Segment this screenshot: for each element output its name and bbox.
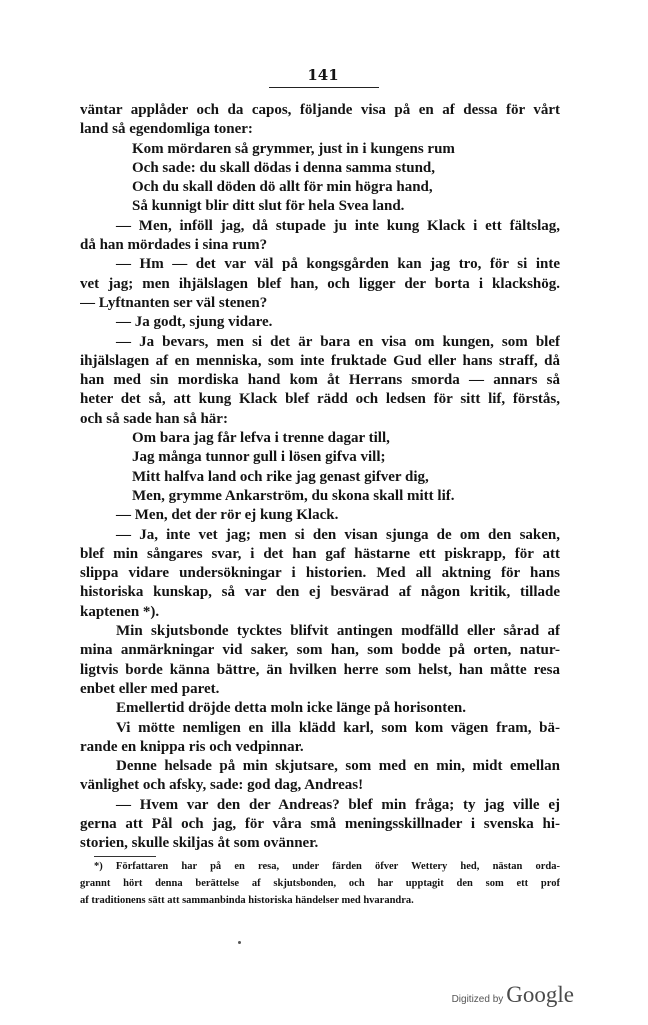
text-line: ligtvis borde känna bättre, än hvilken herre som helst, han måtte resa	[80, 661, 560, 678]
text-line: och så sade han så här:	[80, 410, 228, 427]
text-line: då han mördades i sina rum?	[80, 237, 268, 254]
text-line: han med sin mordiska hand kom åt Herrans smorda — annars så	[80, 372, 560, 389]
body-text	[80, 101, 560, 854]
verse-line: Jag många tunnor gull i lösen gifva vill;	[132, 449, 386, 466]
text-line: land så egendomliga toner:	[80, 121, 253, 138]
text-line: storien, skulle skiljas åt som ovänner.	[80, 835, 319, 852]
verse-line: Men, grymme Ankarström, du skona skall mitt lif.	[132, 487, 455, 504]
text-line: — Ja, inte vet jag; men si den visan sjunga de om den saken,	[116, 526, 560, 543]
header-rule	[269, 87, 379, 88]
text-line: ihjälslagen af en menniska, som inte fruktade Gud eller hans straff, då	[80, 352, 560, 369]
text-line: Denne helsade på min skjutsare, som med en min, midt emellan	[116, 758, 560, 775]
verse-line: Kom mördaren så grymmer, just in i kungens rum	[132, 140, 455, 157]
text-line: heter det så, att kung Klack blef rädd och ledsen för sitt lif, förstås,	[80, 391, 560, 408]
footnote-line: grannt hört denna berättelse af skjutsbonden, och har upptagit den som ett prof	[80, 878, 560, 889]
verse-line: Om bara jag får lefva i trenne dagar till,	[132, 430, 390, 447]
verse-line: Så kunnigt blir ditt slut för hela Svea land.	[132, 198, 405, 215]
verse-line: Och du skall döden dö allt för min högra hand,	[132, 179, 433, 196]
text-line: historiska kunskap, så var den ej besvärad af någon kritik, tillade	[80, 584, 560, 601]
text-line: — Ja bevars, men si det är bara en visa om kungen, som blef	[116, 333, 560, 350]
footnote	[80, 858, 560, 909]
google-logo: Google	[506, 982, 574, 1007]
watermark-prefix: Digitized by	[451, 994, 504, 1005]
text-line: vet jag; men ihjälslagen blef han, och ligger der borta i klackshög.	[80, 275, 560, 292]
footnote-rule	[94, 856, 156, 857]
text-line: mina anmärkningar vid saker, som han, som bodde på orten, natur-	[80, 642, 560, 659]
text-line: — Men, det der rör ej kung Klack.	[116, 507, 339, 524]
verse-line: Och sade: du skall dödas i denna samma stund,	[132, 159, 436, 176]
text-line: — Ja godt, sjung vidare.	[116, 314, 273, 331]
text-line: slippa vidare undersökningar i historien. Med all aktning för hans	[80, 565, 560, 582]
text-line: vänlighet och afsky, sade: god dag, Andreas!	[80, 777, 364, 794]
page-number: 141	[307, 66, 339, 84]
text-line: — Lyftnanten ser väl stenen?	[80, 294, 268, 311]
text-line: — Hvem var den der Andreas? blef min fråga; ty jag ville ej	[116, 796, 560, 813]
text-line: Min skjutsbonde tycktes blifvit antingen modfälld eller sårad af	[116, 623, 560, 640]
text-line: väntar applåder och da capos, följande visa på en af dessa för vårt	[80, 102, 560, 118]
text-line: — Hm — det var väl på kongsgården kan jag tro, för si inte	[116, 256, 560, 273]
footnote-line: *) Författaren har på en resa, under färden öfver Wettery hed, nästan orda-	[94, 861, 560, 872]
text-line: rande en knippa ris och vedpinnar.	[80, 738, 304, 755]
speck-mark	[238, 941, 241, 944]
text-line: Vi mötte nemligen en illa klädd karl, som kom vägen fram, bä-	[116, 719, 560, 736]
text-line: — Men, inföll jag, då stupade ju inte kung Klack i ett fältslag,	[116, 217, 560, 234]
text-line: enbet eller med paret.	[80, 680, 220, 697]
text-line: Emellertid dröjde detta moln icke länge på horisonten.	[116, 700, 466, 717]
text-line: gerna att Pål och jag, för våra små meningsskillnader i svenska hi-	[80, 815, 560, 832]
digitization-watermark	[452, 982, 574, 1010]
footnote-line: af traditionens sätt att sammanbinda historiska händelser med hvarandra.	[80, 895, 414, 906]
text-line: blef min sångares svar, i det han gaf hästarne ett piskrapp, för att	[80, 545, 560, 562]
text-line: kaptenen *).	[80, 603, 160, 620]
verse-line: Mitt halfva land och rike jag genast gifver dig,	[132, 468, 429, 485]
